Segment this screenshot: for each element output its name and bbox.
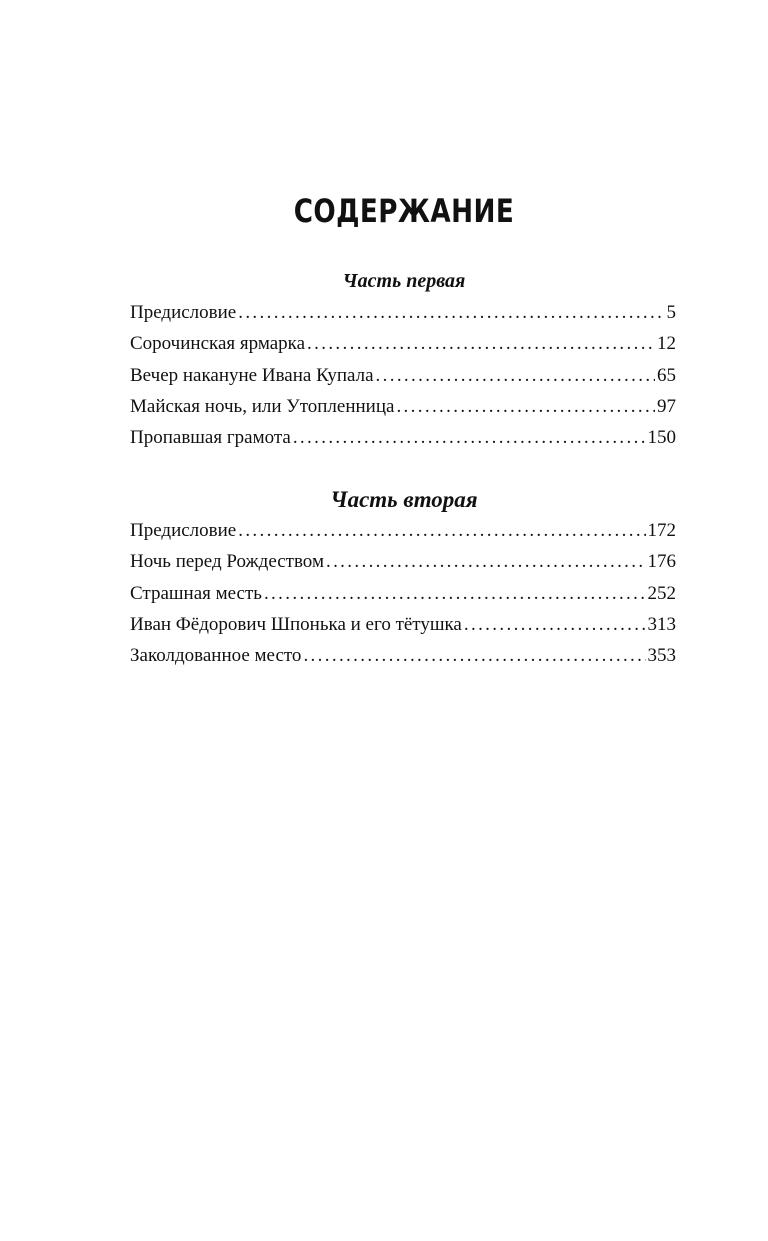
toc-entry[interactable]	[130, 396, 676, 427]
toc-entry-page: 97	[657, 395, 676, 417]
toc-entry-title: Иван Фёдорович Шпонька и его тётушка	[130, 613, 462, 635]
page-title: СОДЕРЖАНИЕ	[293, 192, 515, 230]
toc-entry[interactable]	[130, 520, 676, 551]
toc-entry-title: Вечер накануне Ивана Купала	[130, 364, 374, 386]
part-heading: Часть вторая	[330, 487, 478, 512]
toc-list	[130, 520, 676, 676]
dot-leader	[264, 583, 646, 605]
dot-leader	[376, 365, 655, 387]
toc-entry-title: Пропавшая грамота	[130, 427, 291, 449]
toc-entry-page: 252	[647, 582, 676, 604]
part-heading: Часть первая	[342, 270, 466, 292]
toc-entry-page: 5	[666, 302, 676, 323]
toc-entry-title: Ночь перед Рождеством	[130, 551, 324, 573]
toc-entry-page: 65	[657, 364, 676, 386]
dot-leader	[293, 427, 646, 449]
toc-entry[interactable]	[130, 302, 676, 333]
toc-entry[interactable]	[130, 365, 676, 396]
toc-entry-title: Предисловие	[130, 302, 237, 323]
dot-leader	[396, 396, 655, 418]
dot-leader	[238, 520, 645, 542]
toc-entry-page: 172	[647, 520, 676, 541]
toc-entry[interactable]	[130, 551, 676, 582]
toc-entry-page: 313	[647, 613, 676, 635]
toc-entry-title: Страшная месть	[130, 582, 262, 604]
toc-entry[interactable]	[130, 333, 676, 364]
toc-entry-title: Майская ночь, или Утопленница	[130, 395, 395, 417]
toc-entry-title: Заколдованное место	[130, 645, 302, 667]
toc-entry[interactable]	[130, 583, 676, 614]
dot-leader	[464, 614, 646, 636]
dot-leader	[238, 302, 664, 324]
dot-leader	[307, 333, 655, 355]
toc-entry[interactable]	[130, 645, 676, 676]
toc-entry-title: Предисловие	[130, 520, 237, 541]
toc-entry-page: 353	[647, 645, 676, 667]
toc-entry[interactable]	[130, 614, 676, 645]
dot-leader	[326, 551, 646, 573]
toc-list	[130, 302, 676, 458]
toc-entry-page: 12	[657, 333, 676, 355]
dot-leader	[303, 645, 645, 667]
toc-entry-title: Сорочинская ярмарка	[130, 333, 306, 355]
toc-entry-page: 150	[647, 427, 676, 449]
toc-entry[interactable]	[130, 427, 676, 458]
toc-entry-page: 176	[647, 551, 676, 573]
